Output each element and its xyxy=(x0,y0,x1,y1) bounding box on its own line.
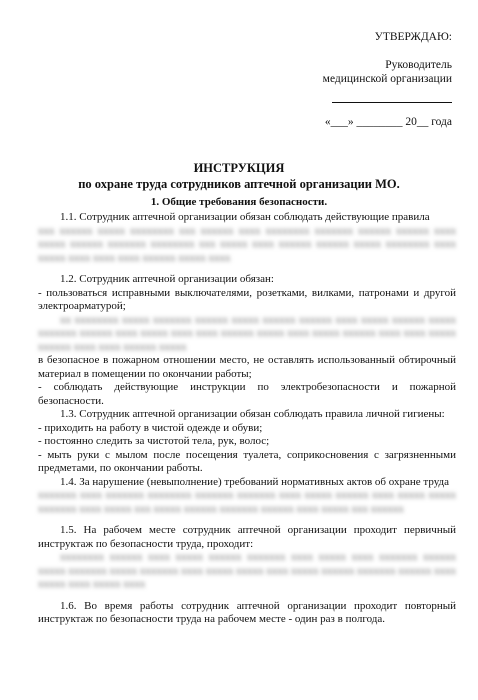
blurred-text: ххххххх хххх ххххххх хххххххх ххххххх ххххххх хххх ххххх хххххх хххх ххххх ххххх ххххххх хххх ххххх ххх ххххх хххххх ххххххх хххххх хххх ххххх ххх хххххх xyxy=(38,489,456,515)
list-item: - пользоваться исправными выключателями, розетками, вилками, патронами и другой электроарматурой; xyxy=(38,286,456,312)
document-subtitle: по охране труда сотрудников аптечной организации МО. xyxy=(78,177,400,191)
approval-block xyxy=(302,30,452,129)
approval-date: «___» ________ 20__ года xyxy=(324,116,452,128)
section-heading: 1. Общие требования безопасности. xyxy=(150,196,328,208)
blurred-text: ххх хххххх ххххх хххххххх ххх хххххх хххх хххххххх ххххххх хххххх хххххх хххх ххххх хххххх ххххххх хххххххх ххх ххххх хххх хххххх хххххх ххххх хххххххх хххх ххххх хххх хххх хххх хххххх ххххх хххх xyxy=(38,224,456,264)
paragraph-1-2: 1.2. Сотрудник аптечной организации обязан: xyxy=(60,273,274,285)
document-title: ИНСТРУКЦИЯ xyxy=(193,161,285,175)
list-item: - приходить на работу в чистой одежде и обуви; xyxy=(38,421,263,434)
paragraph-1-3: 1.3. Сотрудник аптечной организации обязан соблюдать правила личной гигиены: xyxy=(60,408,445,420)
paragraph-1-6: 1.6. Во время работы сотрудник аптечной организации проходит повторный инструктаж по безопасности труда на рабочем месте - один раз в полгода. xyxy=(38,599,456,625)
approver-role-line2: медицинской организации xyxy=(322,73,452,85)
paragraph-1-1: 1.1. Сотрудник аптечной организации обязан соблюдать действующие правила xyxy=(60,211,430,223)
paragraph-1-4: 1.4. За нарушение (невыполнение) требований нормативных актов об охране труда xyxy=(60,475,449,488)
signature-line xyxy=(332,102,452,103)
approver-role-line1: Руководитель xyxy=(385,59,452,71)
list-item: - мыть руки с мылом после посещения туалета, соприкосновения с загрязненными предметами, по окончании работы. xyxy=(38,448,456,474)
paragraph-1-5: 1.5. На рабочем месте сотрудник аптечной организации проходит первичный инструктаж по безопасности труда, проходит: xyxy=(38,524,456,550)
blurred-text: хх хххххххх ххххх ххххххх хххххх ххххх хххххх хххххх хххх ххххх хххххх ххххх ххххххх хххххх хххх ххххх хххх хххх хххххх ххххх хххх ххххх хххххх хххх хххх ххххх хххххх хххх хххх хххххх ххххх xyxy=(38,313,456,353)
list-item: в безопасное в пожарном отношении место, не оставлять использованный обтирочный материал в помещении по окончании работы; xyxy=(38,354,456,380)
blurred-text: хххххххх хххххх хххх ххххх хххххх ххххххх хххх ххххх хххх ххххххх хххххх ххххх ххххххх ххххх ххххххх хххх ххххх ххххх хххх ххххх хххххх ххххххх хххххх хххх ххххх хххх ххххх хххх xyxy=(38,551,456,590)
document-body xyxy=(38,211,456,627)
list-item: - постоянно следить за чистотой тела, рук, волос; xyxy=(38,435,270,447)
list-item: - соблюдать действующие инструкции по электробезопасности и пожарной безопасности. xyxy=(38,381,456,407)
approve-label: УТВЕРЖДАЮ: xyxy=(374,31,452,43)
